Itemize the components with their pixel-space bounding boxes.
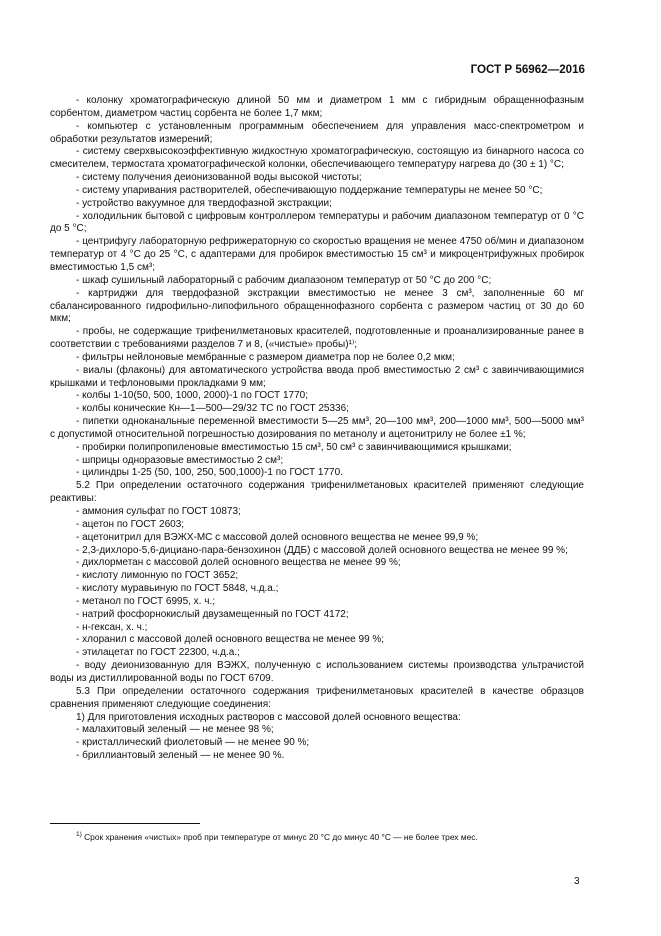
footnote-marker: 1) [76,831,82,839]
paragraph: 5.2 При определении остаточного содержания трифенилметановых красителей применяют следующие реактивы: [50,480,584,505]
paragraph: - кислоту муравьиную по ГОСТ 5848, ч.д.а.; [76,583,279,595]
paragraph: - виалы (флаконы) для автоматического устройства ввода проб вместимостью 2 см³ с завинчивающимися крышками и тефлоновыми прокладками 9 мм; [50,364,584,389]
paragraph: - компьютер с установленным программным обеспечением для управления масс-спектрометром и обработки результатов измерений; [50,120,584,145]
paragraph: - воду деионизованную для ВЭЖХ, полученную с использованием системы производства ультрачистой воды из дистиллированной воды по ГОСТ 6709. [50,660,584,684]
paragraph: - этилацетат по ГОСТ 22300, ч.д.а.; [76,647,240,659]
paragraph: - пипетки одноканальные переменной вместимости 5—25 мм³, 20—100 мм³, 200—1000 мм³, 500—5000 мм³ с допустимой относительной погрешностью дозирования по метанолу и ацетонитрилу не более ±1 %; [50,416,584,440]
paragraph: - бриллиантовый зеленый — не менее 90 %. [76,750,285,762]
paragraph: - пробирки полипропиленовые вместимостью 15 см³, 50 см³ с завинчивающимися крышками; [76,441,512,453]
paragraph: - кристаллический фиолетовый — не менее 90 %; [76,737,310,749]
paragraph: - ацетон по ГОСТ 2603; [76,518,185,530]
paragraph: - шкаф сушильный лабораторный с рабочим диапазоном температур от 50 °С до 200 °С; [76,274,492,286]
page-number: 3 [574,876,580,887]
paragraph: - холодильник бытовой с цифровым контроллером температуры и рабочим диапазоном температур от 0 °С до 5 °С; [50,210,584,235]
footnote [76,832,586,843]
paragraph: - хлоранил с массовой долей основного вещества не менее 99 %; [76,634,385,646]
paragraph: - натрий фосфорнокислый двузамещенный по ГОСТ 4172; [76,608,349,620]
paragraph: - картриджи для твердофазной экстракции вместимостью не менее 3 см³, заполненные 60 мг сбалансированного гидрофильно-липофильного обращеннофазного сорбента с размером частиц от 30 до 60 мкм; [50,287,584,325]
paragraph: - колбы 1-10(50, 500, 1000, 2000)-1 по ГОСТ 1770; [76,390,308,402]
paragraph: - систему сверхвысокоэффективную жидкостную хроматографическую, состоящую из бинарного насоса со смесителем, термостата хроматографической колонки, обеспечивающего температуру нагрева до (30 ± 1) °С; [50,146,584,171]
paragraph: - фильтры нейлоновые мембранные с размером диаметра пор не более 0,2 мкм; [76,351,455,363]
paragraph: - 2,3-дихлоро-5,6-дициано-пара-бензохинон (ДДБ) с массовой долей основного вещества не менее 99 %; [76,544,568,556]
paragraph: - дихлорметан с массовой долей основного вещества не менее 99 %; [76,557,401,569]
paragraph: 5.3 При определении остаточного содержания трифенилметановых красителей в качестве образцов сравнения применяют следующие соединения: [50,685,584,710]
paragraph: - центрифугу лабораторную рефрижераторную со скоростью вращения не менее 4750 об/мин и диапазоном температур от 4 °С до 25 °С, с адаптерами для пробирок вместимостью 15 см³ и микроцентрифужных пробирок вместимостью 1,5 см³; [50,236,584,273]
paragraph: - систему упаривания растворителей, обеспечивающую поддержание температуры не менее 50 °С; [76,184,543,196]
paragraph: 1) Для приготовления исходных растворов с массовой долей основного вещества: [76,711,461,723]
paragraph: - аммония сульфат по ГОСТ 10873; [76,506,241,517]
paragraph: - цилиндры 1-25 (50, 100, 250, 500,1000)-1 по ГОСТ 1770. [76,467,343,479]
paragraph: - малахитовый зеленый — не менее 98 %; [76,724,274,736]
paragraph: - н-гексан, х. ч.; [76,621,148,633]
paragraph: - шприцы одноразовые вместимостью 2 см³; [76,454,284,466]
paragraph: - метанол по ГОСТ 6995, х. ч.; [76,595,216,607]
document-header: ГОСТ Р 56962—2016 [470,63,585,76]
paragraph: - колбы конические Кн—1—500—29/32 ТС по ГОСТ 25336; [76,403,349,415]
paragraph: - систему получения деионизованной воды высокой чистоты; [76,172,362,184]
paragraph: - ацетонитрил для ВЭЖХ-МС с массовой долей основного вещества не менее 99,9 %; [76,531,479,543]
paragraph: - пробы, не содержащие трифенилметановых красителей, подготовленные и проанализированные ранее в соответствии с требованиями разделов 7 и 8, («чистые» пробы)¹⁾; [50,326,584,351]
document-body [50,95,584,763]
paragraph: - колонку хроматографическую длиной 50 мм и диаметром 1 мм с гибридным обращеннофазным сорбентом, диаметром частиц сорбента не более 1,7 мкм; [50,95,584,119]
footnote-text: Срок хранения «чистых» проб при температуре от минус 20 °С до минус 40 °С — не более трех мес. [84,832,478,842]
footnote-divider [50,823,200,824]
paragraph: - кислоту лимонную по ГОСТ 3652; [76,570,239,582]
paragraph: - устройство вакуумное для твердофазной экстракции; [76,197,332,209]
